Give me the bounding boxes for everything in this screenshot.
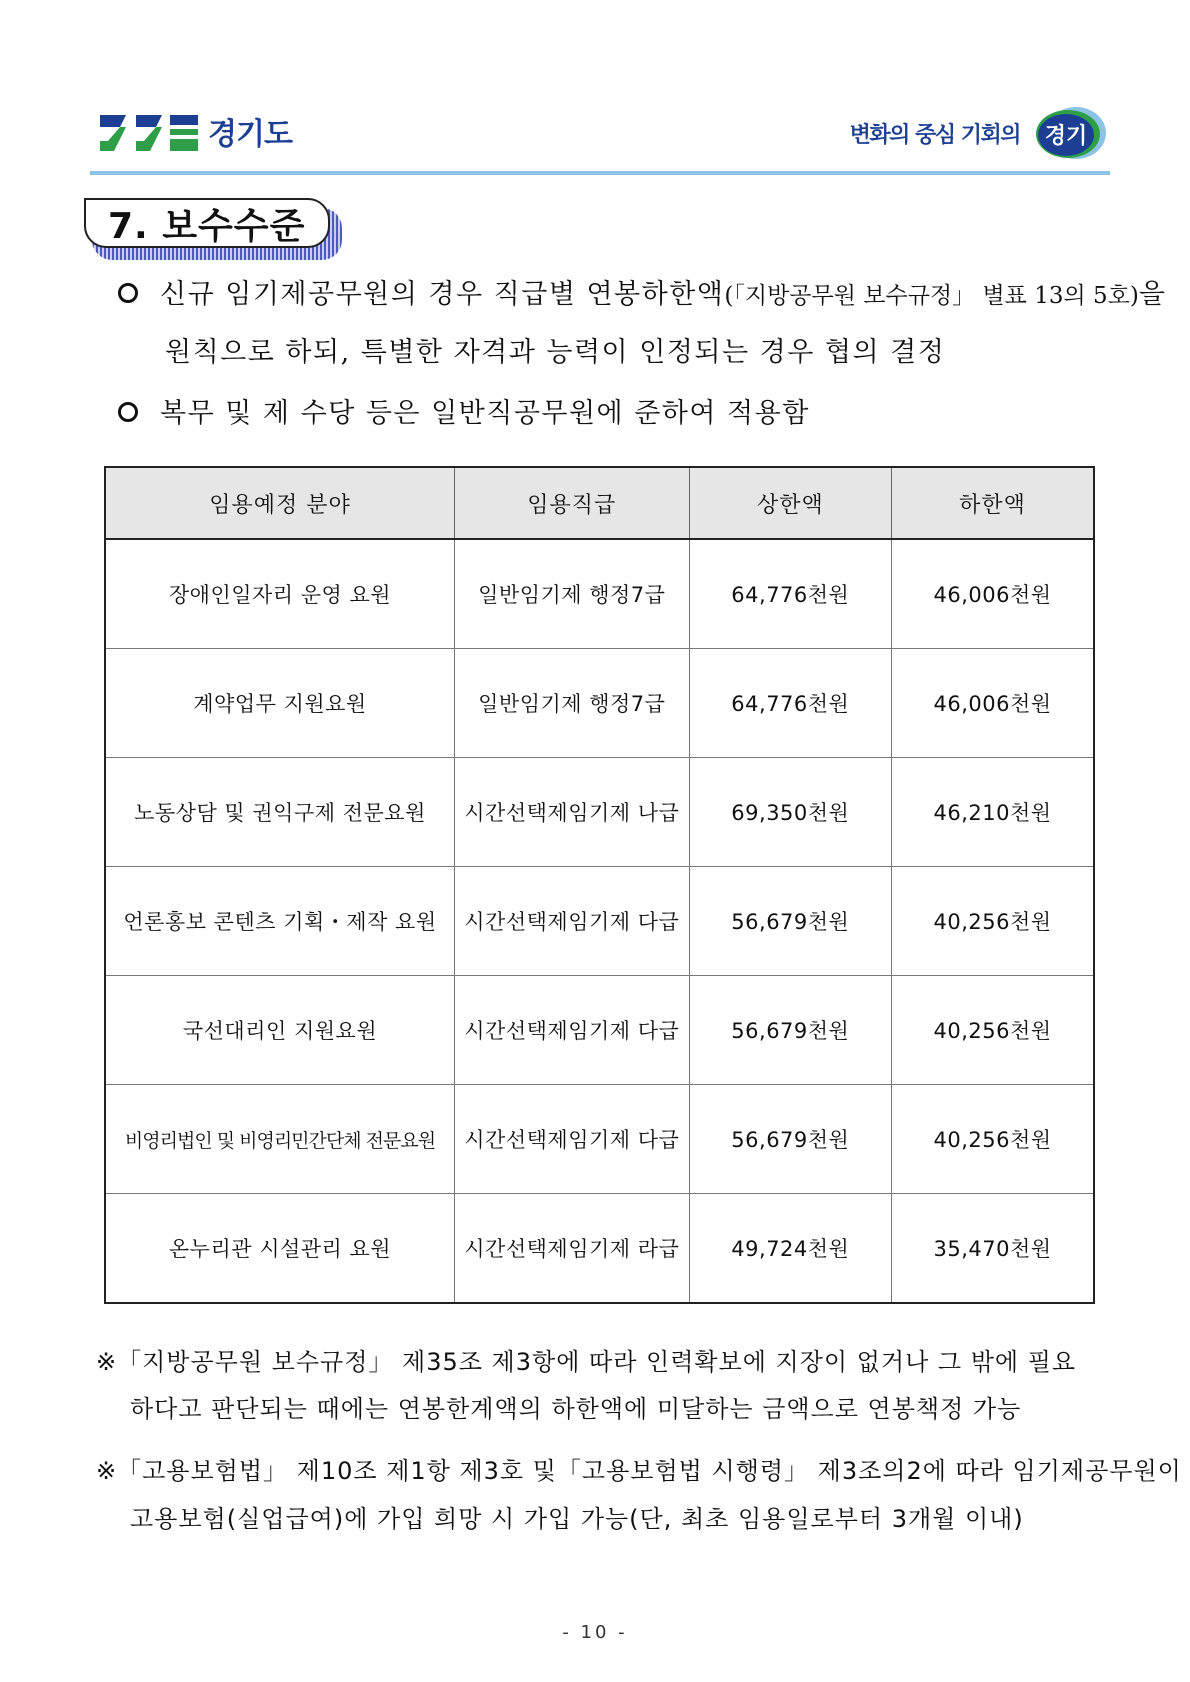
cell-lower-limit: 40,256천원: [892, 867, 1094, 976]
table-row: [105, 1085, 1094, 1194]
slogan-text: 변화의 중심 기회의: [849, 122, 1020, 148]
cell-upper-limit: 64,776천원: [689, 539, 891, 649]
column-header-field: 임용예정 분야: [105, 467, 454, 539]
cell-field: 장애인일자리 운영 요원: [105, 539, 454, 649]
gyeonggi-logo-mark-icon: [100, 111, 200, 151]
note-insurance-line2: 고용보험(실업급여)에 가입 희망 시 가입 가능(단, 최초 임용일로부터 3개월 이내): [130, 1505, 1024, 1533]
cell-grade: 시간선택제임기제 다급: [454, 1085, 689, 1194]
cell-upper-limit: 49,724천원: [689, 1194, 891, 1304]
section-title-box: [84, 198, 330, 248]
cell-grade: 일반임기제 행정7급: [454, 539, 689, 649]
bullet-duty-text: 복무 및 제 수당 등은 일반직공무원에 준하여 적용함: [160, 398, 810, 429]
table-row: [105, 758, 1094, 867]
badge-text: 경기: [1044, 124, 1088, 149]
section-title-text: 7. 보수수준: [108, 205, 306, 247]
table-row: [105, 1194, 1094, 1304]
bullet-salary-text-b: (「지방공무원 보수규정」 별표 13의 5호): [724, 283, 1139, 309]
cell-grade: 시간선택제임기제 다급: [454, 976, 689, 1085]
cell-lower-limit: 35,470천원: [892, 1194, 1094, 1304]
cell-lower-limit: 46,006천원: [892, 649, 1094, 758]
cell-upper-limit: 56,679천원: [689, 1085, 891, 1194]
cell-field: 비영리법인 및 비영리민간단체 전문요원: [105, 1085, 454, 1194]
cell-field: 노동상담 및 권익구제 전문요원: [105, 758, 454, 867]
bullet-salary-continuation: 원칙으로 하되, 특별한 자격과 능력이 인정되는 경우 협의 결정: [165, 337, 946, 368]
logo-text: 경기도: [208, 117, 292, 152]
cell-field: 온누리관 시설관리 요원: [105, 1194, 454, 1304]
cell-lower-limit: 46,006천원: [892, 539, 1094, 649]
note-salary-line1: ※「지방공무원 보수규정」 제35조 제3항에 따라 인력확보에 지장이 없거나 그 밖에 필요: [96, 1348, 1077, 1376]
circle-bullet-icon: [118, 283, 138, 303]
slogan-logo: [850, 106, 1108, 160]
column-header-grade: 임용직급: [454, 467, 689, 539]
table-row: [105, 649, 1094, 758]
cell-upper-limit: 64,776천원: [689, 649, 891, 758]
section-title: [84, 198, 344, 262]
cell-lower-limit: 40,256천원: [892, 1085, 1094, 1194]
cell-grade: 일반임기제 행정7급: [454, 649, 689, 758]
note-insurance-line1: ※「고용보험법」 제10조 제1항 제3호 및「고용보험법 시행령」 제3조의2에 따라 임기제공무원이: [96, 1457, 1182, 1485]
cell-grade: 시간선택제임기제 다급: [454, 867, 689, 976]
note-salary-line2: 하다고 판단되는 때에는 연봉한계액의 하한액에 미달하는 금액으로 연봉책정 가능: [130, 1395, 1022, 1423]
cell-field: 언론홍보 콘텐츠 기획・제작 요원: [105, 867, 454, 976]
page-number: - 10 -: [562, 1622, 628, 1643]
bullet-salary-text-c: 을: [1138, 279, 1167, 310]
circle-bullet-icon: [118, 402, 138, 422]
cell-lower-limit: 46,210천원: [892, 758, 1094, 867]
bullet-salary-text-a: 신규 임기제공무원의 경우 직급별 연봉하한액: [160, 279, 725, 310]
table-row: [105, 867, 1094, 976]
salary-table: [104, 466, 1095, 1304]
gyeonggi-logo: [100, 108, 292, 154]
table-row: [105, 539, 1094, 649]
cell-grade: 시간선택제임기제 나급: [454, 758, 689, 867]
gyeonggi-badge-icon: [1028, 106, 1108, 160]
table-header-row: [105, 467, 1094, 539]
bullet-salary: [118, 266, 1166, 325]
cell-field: 국선대리인 지원요원: [105, 976, 454, 1085]
header-rule: [90, 171, 1110, 175]
cell-grade: 시간선택제임기제 라급: [454, 1194, 689, 1304]
cell-upper-limit: 56,679천원: [689, 976, 891, 1085]
table-row: [105, 976, 1094, 1085]
cell-upper-limit: 56,679천원: [689, 867, 891, 976]
cell-upper-limit: 69,350천원: [689, 758, 891, 867]
cell-lower-limit: 40,256천원: [892, 976, 1094, 1085]
bullet-duty: [118, 385, 810, 443]
column-header-lower-limit: 하한액: [892, 467, 1094, 539]
column-header-upper-limit: 상한액: [689, 467, 891, 539]
cell-field: 계약업무 지원요원: [105, 649, 454, 758]
